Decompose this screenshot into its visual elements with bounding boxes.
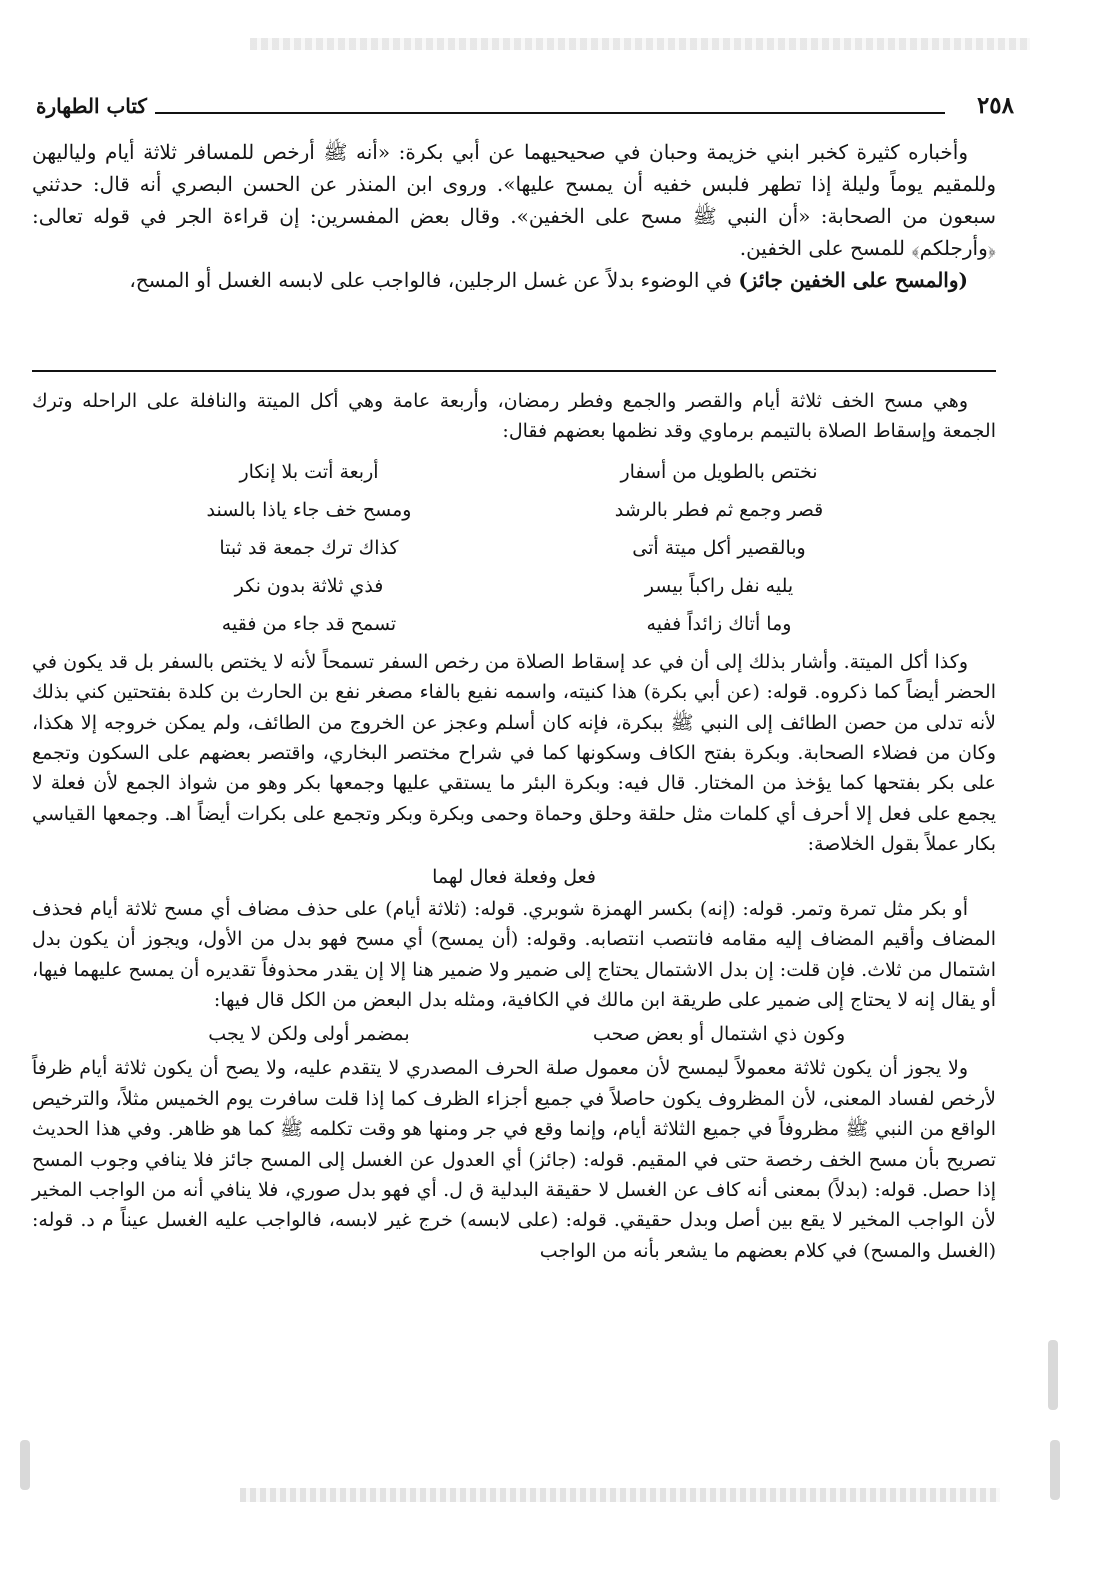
poem-verse <box>32 529 996 567</box>
poem-verse <box>32 567 996 605</box>
scan-artifact-bottom <box>240 1488 1000 1502</box>
scan-edge-mark <box>20 1440 30 1490</box>
verse-hemistich-right: نختص بالطويل من أسفار <box>620 460 818 483</box>
poem <box>32 453 996 643</box>
poem-verse <box>32 491 996 529</box>
verse-hemistich-left: تسمح قد جاء من فقيه <box>221 612 397 635</box>
quoted-verse-couplet <box>32 1015 996 1053</box>
main-text <box>32 136 996 296</box>
verse-hemistich-right: وكون ذي اشتمال أو بعض صحب <box>592 1023 846 1046</box>
footnote-divider <box>32 370 996 372</box>
matn-quote: (والمسح على الخفين جائز) <box>738 268 968 292</box>
verse-hemistich-right: يليه نفل راكباً بيسر <box>644 574 794 597</box>
verse-hemistich-right: قصر وجمع ثم فطر بالرشد <box>614 498 824 521</box>
quoted-verse: فعل وفعلة فعال لهما <box>432 865 596 888</box>
verse-hemistich-left: ومسح خف جاء ياذا بالسند <box>206 498 412 521</box>
footnote-paragraph: ولا يجوز أن يكون ثلاثة معمولاً ليمسح لأن معمول صلة الحرف المصدري لا يتقدم عليه، ولا يصح أن يكون ثلاثة أيام ظرفاً لأرخص لفساد المعنى، لأن المظروف يكون حاصلاً في جميع أجزاء الظرف كما إذا قلت سافرت يوم الخميس مثلاً، والترخيص الواقع من النبي ﷺ مظروفاً في جميع الثلاثة أيام، وإنما وقع في جر ومنها هو وقت تكلمه ﷺ كما هو ظاهر. وفي هذا الحديث تصريح بأن مسح الخف رخصة حتى في المقيم. قوله: (جائز) أي العدول عن الغسل إلى المسح جائز فلا ينافي وجوب المسح إذا حصل. قوله: (بدلاً) بمعنى أنه كاف عن الغسل لا حقيقة البدلية ق ل. أي فهو بدل صوري، فلا ينافي أنه من الواجب المخير لأن الواجب المخير لا يقع بين أصل وبدل حقيقي. قوله: (على لابسه) خرج غير لابسه، فالواجب عليه الغسل عيناً م د. قوله: (الغسل والمسح) في كلام بعضهم ما يشعر بأنه من الواجب <box>32 1057 996 1262</box>
poem-verse <box>32 605 996 643</box>
chapter-title: كتاب الطهارة <box>36 94 147 118</box>
verse-hemistich-left: بمضمر أولى ولكن لا يجب <box>208 1023 410 1046</box>
verse-hemistich-left: أربعة أتت بلا إنكار <box>239 460 379 483</box>
footnote-paragraph: وهي مسح الخف ثلاثة أيام والقصر والجمع وفطر رمضان، وأربعة عامة وهي أكل الميتة والنافلة على الراحله وترك الجمعة وإسقاط الصلاة بالتيمم برماوي وقد نظمها بعضهم فقال: <box>32 390 996 443</box>
verse-hemistich-right: وبالقصير أكل ميتة أتى <box>632 536 806 559</box>
footnotes <box>32 386 996 1266</box>
scan-artifact-top <box>250 38 1030 50</box>
main-paragraph <box>32 264 996 296</box>
footnote-paragraph: وكذا أكل الميتة. وأشار بذلك إلى أن في عد إسقاط الصلاة من رخص السفر تسمحاً لأنه لا يختص بالسفر بل قد يكون في الحضر أيضاً كما ذكروه. قوله: (عن أبي بكرة) هذا كنيته، واسمه نفيع بالفاء مصغر نفع بن الحارث بن كلدة بفتحتين كني بذلك لأنه تدلى من حصن الطائف إلى النبي ﷺ ببكرة، فإنه كان أسلم وعجز عن الخروج من الطائف، ولم يمكن خروجه إلا هكذا، وكان من فضلاء الصحابة. وبكرة بفتح الكاف وسكونها كما في شراح مختصر البخاري، واقتصر بعضهم على السكون وتجمع على بكر بفتحها كما يؤخذ من المختار. قال فيه: وبكرة البئر ما يستقي عليها وجمعها بكر وهو من شواذ الجمع لأن فعلة لا يجمع على فعل إلا أحرف أي كلمات مثل حلقة وحلق وحماة وحمى وبكرة وبكر وتجمع على بكرات أيضاً اهـ. وجمعها القياسي بكار عملاً بقول الخلاصة: <box>32 650 996 856</box>
verse-hemistich-left: فذي ثلاثة بدون نكر <box>234 574 384 597</box>
page-header <box>30 92 1020 126</box>
scan-edge-mark <box>1048 1340 1058 1410</box>
verse-hemistich-left: كذاك ترك جمعة قد ثبتا <box>219 536 399 559</box>
main-paragraph: وأخباره كثيرة كخبر ابني خزيمة وحبان في صحيحيهما عن أبي بكرة: «أنه ﷺ أرخص للمسافر ثلاثة أيام ولياليهن وللمقيم يوماً وليلة إذا تطهر فلبس خفيه أن يمسح عليها». وروى ابن المنذر عن الحسن البصري أنه قال: حدثني سبعون من الصحابة: «أن النبي ﷺ مسح على الخفين». وقال بعض المفسرين: إن قراءة الجر في قوله تعالى: ﴿وأرجلكم﴾ للمسح على الخفين. <box>32 140 996 260</box>
poem-verse <box>32 453 996 491</box>
verse-hemistich-right: وما أتاك زائداً ففيه <box>646 612 792 635</box>
main-paragraph-rest: في الوضوء بدلاً عن غسل الرجلين، فالواجب على لابسه الغسل أو المسح، <box>129 268 739 292</box>
footnote-paragraph: أو بكر مثل تمرة وتمر. قوله: (إنه) بكسر الهمزة شوبري. قوله: (ثلاثة أيام) على حذف مضاف أي مسح ثلاثة أيام فحذف المضاف وأقيم المضاف إليه مقامه فانتصب انتصابه. وقوله: (أن يمسح) أي مسح فهو بدل من الأول، ويجوز أن يكون بدل اشتمال من ثلاث. فإن قلت: إن بدل الاشتمال يحتاج إلى ضمير ولا ضمير هنا إلا إن يقدر محذوفاً تقديره أن يمسح عليهما فيها، أو يقال إنه لا يحتاج إلى ضمير على طريقة ابن مالك في الكافية، ومثله بدل البعض من الكل قال فيها: <box>32 897 996 1012</box>
page-number: ٢٥٨ <box>976 92 1014 119</box>
header-rule <box>155 112 945 114</box>
scan-edge-mark <box>1050 1440 1060 1500</box>
